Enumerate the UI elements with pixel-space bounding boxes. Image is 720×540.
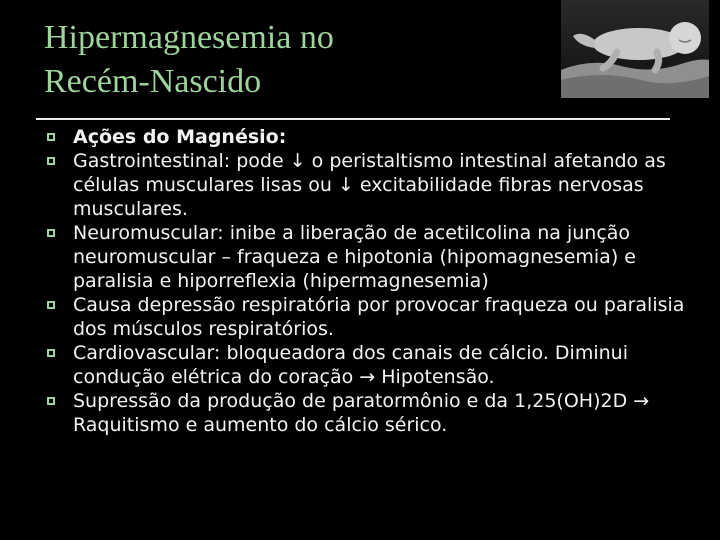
square-bullet-icon (47, 133, 55, 141)
infant-photo (561, 0, 709, 98)
bullet-text: Ações do Magnésio: (73, 126, 287, 148)
bullet-item (44, 341, 704, 389)
square-bullet-icon (47, 157, 55, 165)
bullet-text: Causa depressão respiratória por provocar fraqueza ou paralisia dos músculos respiratórios. (73, 294, 685, 340)
bullet-text: Gastrointestinal: pode ↓ o peristaltismo intestinal afetando as células musculares lisas ou ↓ excitabilidade fibras nervosas musculares. (73, 150, 666, 220)
square-bullet-icon (47, 397, 55, 405)
bullet-text: Neuromuscular: inibe a liberação de acetilcolina na junção neuromuscular – fraqueza e hipotonia (hipomagnesemia) e paralisia e hiporreflexia (hipermagnesemia) (73, 222, 636, 292)
bullet-text: Cardiovascular: bloqueadora dos canais de cálcio. Diminui condução elétrica do coração → Hipotensão. (73, 342, 628, 388)
square-bullet-icon (47, 229, 55, 237)
bullet-item (44, 293, 704, 341)
bullet-item (44, 389, 704, 437)
square-bullet-icon (47, 301, 55, 309)
slide-title (44, 16, 564, 104)
title-line-1: Hipermagnesemia no (44, 19, 334, 56)
bullet-item (44, 221, 704, 293)
bullet-text: Supressão da produção de paratormônio e da 1,25(OH)2D → Raquitismo e aumento do cálcio sérico. (73, 390, 650, 436)
bullet-item (44, 149, 704, 221)
bullet-item (44, 125, 704, 149)
title-line-2: Recém-Nascido (44, 63, 262, 100)
square-bullet-icon (47, 349, 55, 357)
title-divider (36, 118, 670, 120)
bullet-list (44, 125, 704, 437)
